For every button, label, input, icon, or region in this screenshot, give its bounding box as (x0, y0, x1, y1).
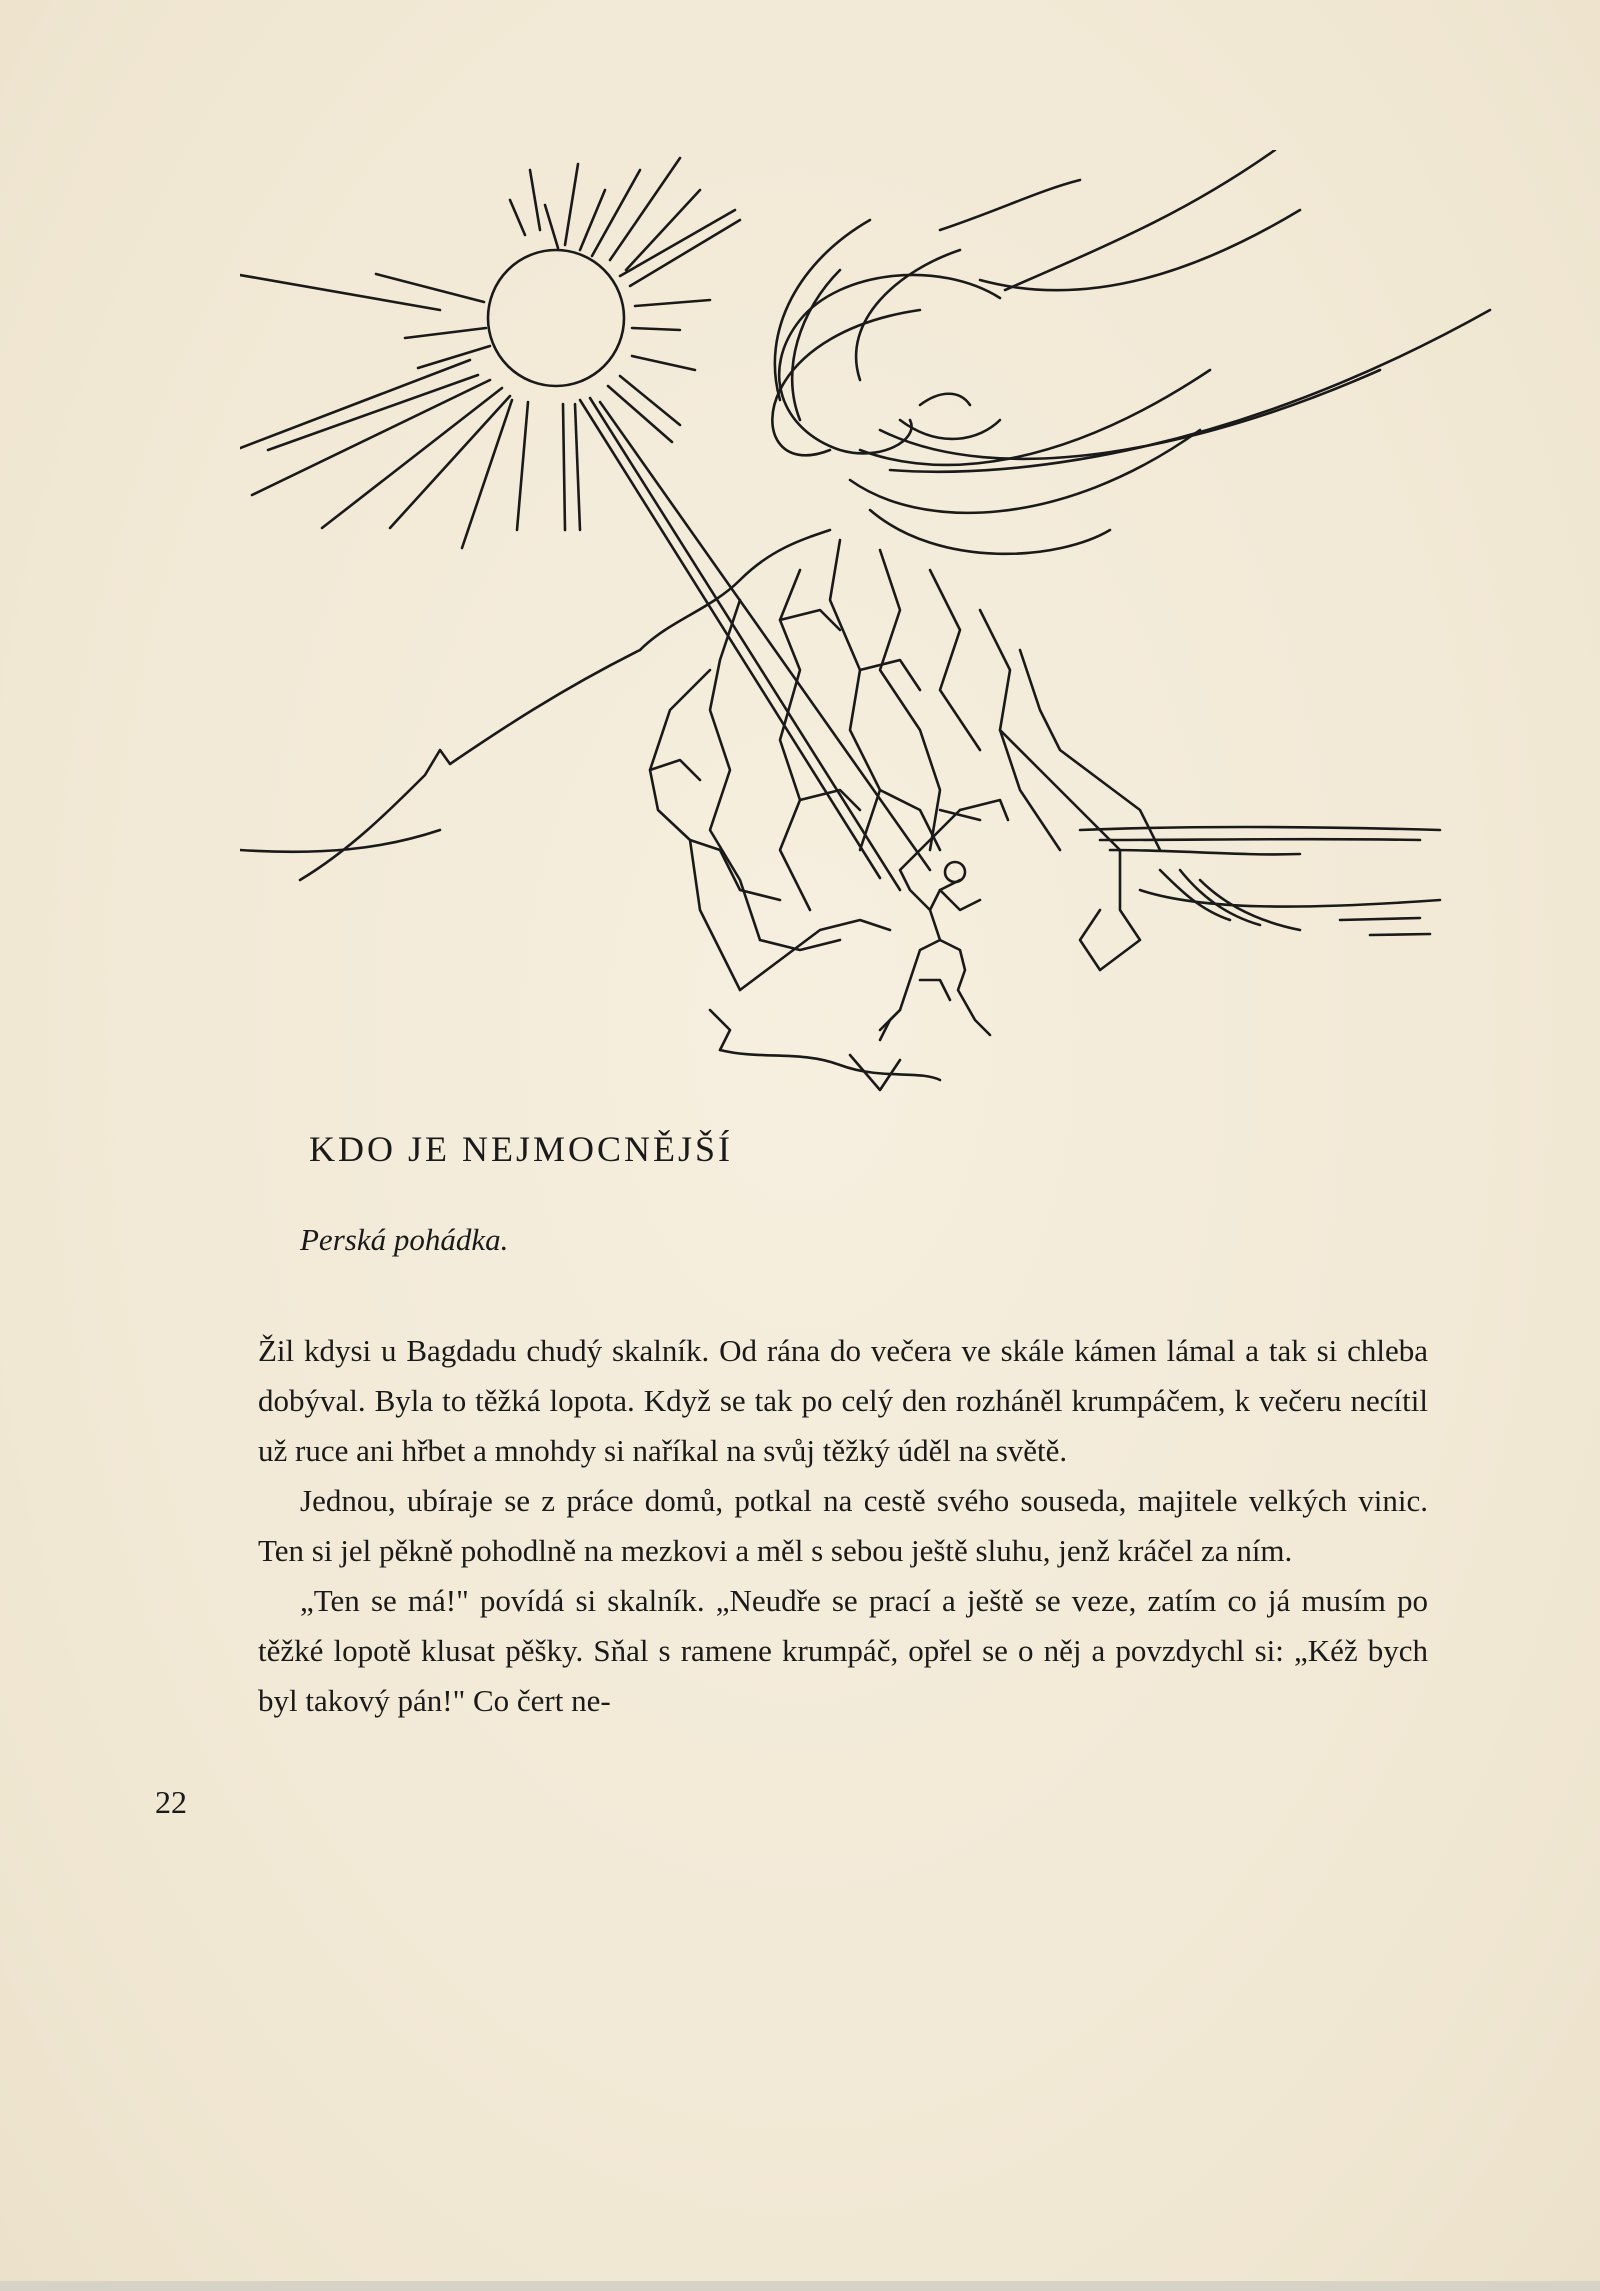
paragraph: Žil kdysi u Bagdadu chudý skalník. Od rána do večera ve skále kámen lámal a tak si chleba dobýval. Byla to těžká lopota. Když se tak po celý den rozháněl krumpáčem, k večeru necítil už ruce ani hřbet a mnohdy si naříkal na svůj těžký úděl na světě. (258, 1333, 1428, 1468)
ground-icon (710, 1010, 940, 1090)
story-subtitle: Perská pohádka. (300, 1222, 509, 1257)
story-title: KDO JE NEJMOCNĚJŠÍ (309, 1129, 734, 1169)
page-edge (0, 2281, 1600, 2291)
sun-icon (240, 158, 930, 890)
sea-icon (1080, 827, 1440, 970)
page-number: 22 (155, 1784, 187, 1820)
paragraph: „Ten se má!" povídá si skalník. „Neudře se prací a ještě se veze, zatím co já musím po těžké lopotě klusat pěšky. Sňal s ramene krumpáč, opřel se o něj a povzdychl si: „Kéž bych byl takový pán!" Co čert ne- (258, 1583, 1428, 1718)
paragraph: Jednou, ubíraje se z práce domů, potkal na cestě svého souseda, majitele velkých vinic. Ten si jel pěkně pohodlně na mezkovi a měl s sebou ještě sluhu, jenž kráčel za ním. (258, 1483, 1428, 1568)
wind-swirl-icon (772, 150, 1490, 554)
stonecutter-figure-icon (880, 800, 1008, 1040)
mountain-icon (240, 530, 1160, 990)
sun-wind-mountain-illustration (240, 150, 1500, 1130)
story-body (258, 1326, 1428, 1726)
